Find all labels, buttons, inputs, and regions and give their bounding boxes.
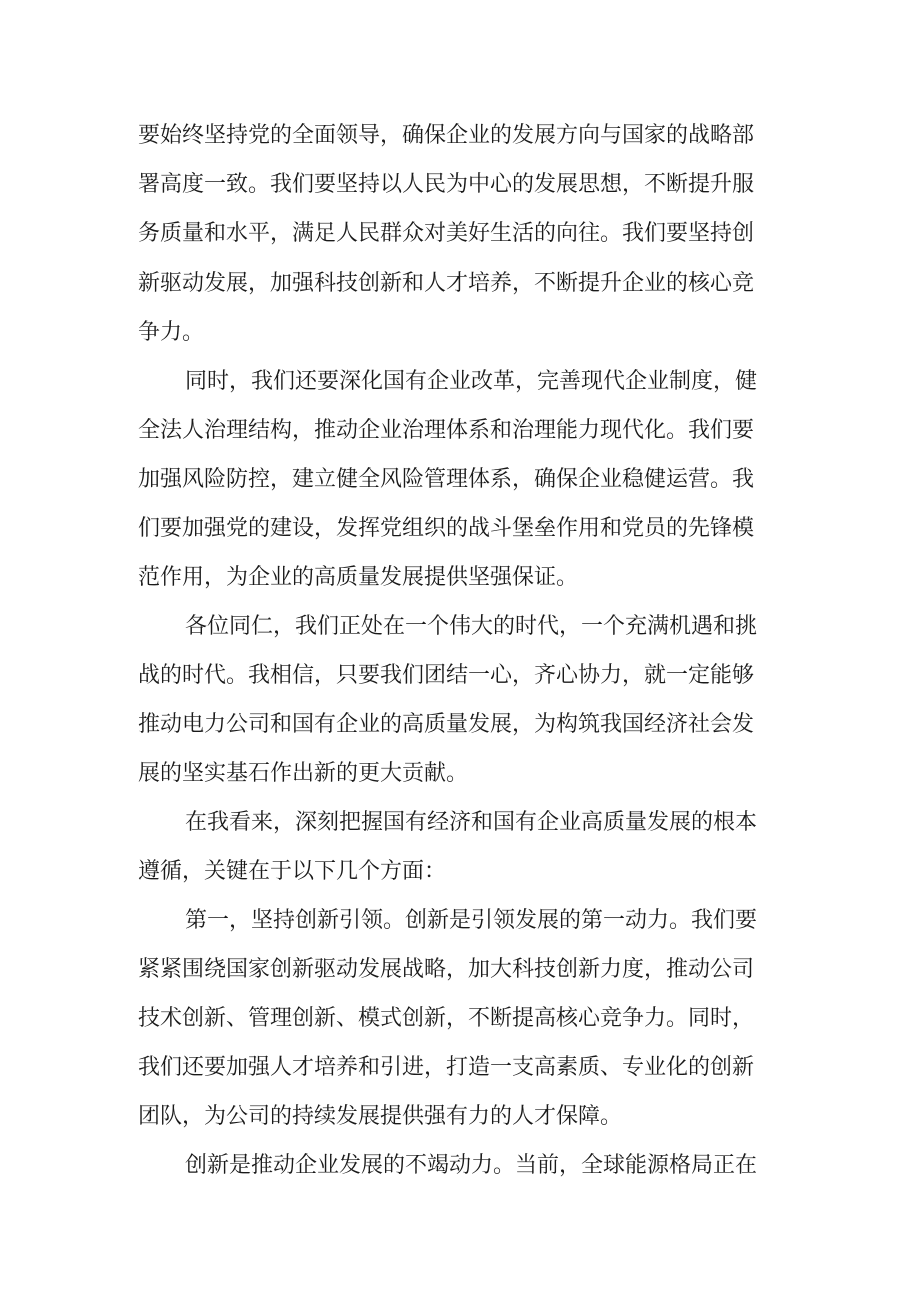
- text-line-4: 新驱动发展，加强科技创新和人才培养，不断提升企业的核心竞: [138, 271, 755, 296]
- text-line-13: 推动电力公司和国有企业的高质量发展，为构筑我国经济社会发: [138, 712, 755, 737]
- text-line-16: 遵循，关键在于以下几个方面：: [138, 859, 447, 884]
- text-line-6: 同时，我们还要深化国有企业改革，完善现代企业制度，健: [185, 369, 758, 394]
- text-line-3: 务质量和水平，满足人民群众对美好生活的向往。我们要坚持创: [138, 221, 755, 246]
- text-line-20: 我们还要加强人才培养和引进，打造一支高素质、专业化的创新: [138, 1055, 755, 1080]
- text-line-22: 创新是推动企业发展的不竭动力。当前，全球能源格局正在: [185, 1153, 758, 1178]
- text-line-9: 们要加强党的建设，发挥党组织的战斗堡垒作用和党员的先锋模: [138, 516, 755, 541]
- text-line-1: 要始终坚持党的全面领导，确保企业的发展方向与国家的战略部: [138, 123, 755, 148]
- text-line-21: 团队，为公司的持续发展提供强有力的人才保障。: [138, 1104, 623, 1129]
- text-line-14: 展的坚实基石作出新的更大贡献。: [138, 761, 469, 786]
- text-line-11: 各位同仁，我们正处在一个伟大的时代，一个充满机遇和挑: [185, 614, 758, 639]
- text-line-15: 在我看来，深刻把握国有经济和国有企业高质量发展的根本: [185, 810, 758, 835]
- text-line-12: 战的时代。我相信，只要我们团结一心，齐心协力，就一定能够: [138, 663, 755, 688]
- text-line-7: 全法人治理结构，推动企业治理体系和治理能力现代化。我们要: [138, 418, 755, 443]
- text-line-5: 争力。: [138, 320, 205, 345]
- text-line-10: 范作用，为企业的高质量发展提供坚强保证。: [138, 565, 579, 590]
- text-line-2: 署高度一致。我们要坚持以人民为中心的发展思想，不断提升服: [138, 172, 755, 197]
- text-line-8: 加强风险防控，建立健全风险管理体系，确保企业稳健运营。我: [138, 467, 755, 492]
- text-line-18: 紧紧围绕国家创新驱动发展战略，加大科技创新力度，推动公司: [138, 957, 755, 982]
- text-line-19: 技术创新、管理创新、模式创新，不断提高核心竞争力。同时，: [138, 1006, 755, 1031]
- text-line-17: 第一，坚持创新引领。创新是引领发展的第一动力。我们要: [185, 908, 758, 933]
